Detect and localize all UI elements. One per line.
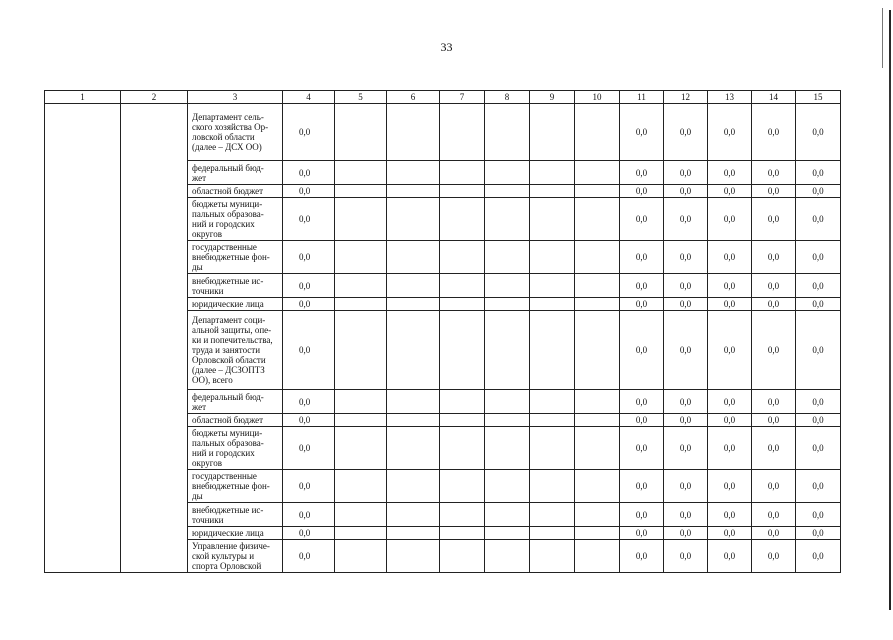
empty-cell-col10 [575, 527, 620, 540]
value-cell-col14: 0,0 [752, 241, 796, 274]
value-cell-col14: 0,0 [752, 198, 796, 241]
empty-cell-col5 [335, 198, 387, 241]
table-row [45, 104, 841, 161]
value-cell-col15: 0,0 [796, 390, 841, 414]
empty-cell-col9 [530, 161, 575, 185]
value-cell-col11: 0,0 [620, 390, 664, 414]
value-cell-col11: 0,0 [620, 540, 664, 573]
value-cell-col15: 0,0 [796, 298, 841, 311]
empty-cell-col8 [485, 185, 530, 198]
value-cell-col12: 0,0 [664, 185, 708, 198]
empty-cell-col8 [485, 198, 530, 241]
empty-cell-col9 [530, 198, 575, 241]
column-header-5: 5 [335, 91, 387, 104]
value-cell-col14: 0,0 [752, 390, 796, 414]
empty-cell-col7 [440, 503, 485, 527]
column-header-1: 1 [45, 91, 121, 104]
empty-cell-col6 [387, 503, 440, 527]
empty-cell-col7 [440, 311, 485, 390]
empty-cell-col5 [335, 470, 387, 503]
empty-cell-col8 [485, 104, 530, 161]
empty-cell-col10 [575, 540, 620, 573]
empty-cell-col10 [575, 198, 620, 241]
value-cell-col15: 0,0 [796, 414, 841, 427]
empty-cell-col10 [575, 104, 620, 161]
value-cell-col12: 0,0 [664, 161, 708, 185]
empty-cell-col5 [335, 298, 387, 311]
value-cell-col15: 0,0 [796, 527, 841, 540]
empty-cell-col8 [485, 427, 530, 470]
empty-cell-col9 [530, 104, 575, 161]
value-cell-col13: 0,0 [708, 185, 752, 198]
empty-cell-col7 [440, 241, 485, 274]
empty-cell-col5 [335, 540, 387, 573]
value-cell-col12: 0,0 [664, 427, 708, 470]
value-cell-col15: 0,0 [796, 311, 841, 390]
column-header-3: 3 [188, 91, 283, 104]
empty-cell-col8 [485, 540, 530, 573]
empty-cell-col7 [440, 161, 485, 185]
empty-cell-col6 [387, 161, 440, 185]
value-cell-col11: 0,0 [620, 503, 664, 527]
row-label: юридические лица [188, 527, 283, 540]
row-label: юридические лица [188, 298, 283, 311]
value-cell-col14: 0,0 [752, 298, 796, 311]
empty-cell-col7 [440, 298, 485, 311]
value-cell-col11: 0,0 [620, 414, 664, 427]
row-label: бюджеты муници- пальных образова- ний и городских округов [188, 427, 283, 470]
column-header-8: 8 [485, 91, 530, 104]
empty-cell-col5 [335, 503, 387, 527]
column-header-12: 12 [664, 91, 708, 104]
empty-cell-col6 [387, 311, 440, 390]
value-cell-col4: 0,0 [283, 298, 335, 311]
column-header-9: 9 [530, 91, 575, 104]
value-cell-col4: 0,0 [283, 198, 335, 241]
row-label: бюджеты муници- пальных образова- ний и городских округов [188, 198, 283, 241]
value-cell-col11: 0,0 [620, 274, 664, 298]
value-cell-col13: 0,0 [708, 527, 752, 540]
value-cell-col13: 0,0 [708, 311, 752, 390]
group-cell-col2 [121, 104, 188, 573]
value-cell-col15: 0,0 [796, 503, 841, 527]
value-cell-col4: 0,0 [283, 390, 335, 414]
column-header-11: 11 [620, 91, 664, 104]
empty-cell-col5 [335, 161, 387, 185]
value-cell-col13: 0,0 [708, 241, 752, 274]
empty-cell-col9 [530, 241, 575, 274]
empty-cell-col8 [485, 390, 530, 414]
empty-cell-col6 [387, 185, 440, 198]
value-cell-col12: 0,0 [664, 198, 708, 241]
empty-cell-col5 [335, 274, 387, 298]
empty-cell-col7 [440, 427, 485, 470]
empty-cell-col7 [440, 274, 485, 298]
value-cell-col4: 0,0 [283, 540, 335, 573]
group-cell-col1 [45, 104, 121, 573]
value-cell-col4: 0,0 [283, 414, 335, 427]
value-cell-col4: 0,0 [283, 527, 335, 540]
empty-cell-col5 [335, 104, 387, 161]
value-cell-col14: 0,0 [752, 185, 796, 198]
empty-cell-col9 [530, 390, 575, 414]
value-cell-col14: 0,0 [752, 104, 796, 161]
value-cell-col11: 0,0 [620, 198, 664, 241]
empty-cell-col5 [335, 311, 387, 390]
value-cell-col12: 0,0 [664, 311, 708, 390]
column-header-6: 6 [387, 91, 440, 104]
empty-cell-col9 [530, 274, 575, 298]
value-cell-col14: 0,0 [752, 470, 796, 503]
empty-cell-col8 [485, 161, 530, 185]
value-cell-col14: 0,0 [752, 503, 796, 527]
value-cell-col15: 0,0 [796, 274, 841, 298]
row-label: Департамент соци- альной защиты, опе- ки и попечительства, труда и занятости Орловской области (далее – ДСЗОПТЗ ОО), всего [188, 311, 283, 390]
empty-cell-col9 [530, 427, 575, 470]
value-cell-col14: 0,0 [752, 274, 796, 298]
empty-cell-col9 [530, 298, 575, 311]
page-number: 33 [440, 40, 453, 54]
value-cell-col11: 0,0 [620, 527, 664, 540]
value-cell-col15: 0,0 [796, 241, 841, 274]
empty-cell-col10 [575, 470, 620, 503]
empty-cell-col9 [530, 470, 575, 503]
value-cell-col12: 0,0 [664, 470, 708, 503]
empty-cell-col7 [440, 390, 485, 414]
value-cell-col12: 0,0 [664, 540, 708, 573]
value-cell-col13: 0,0 [708, 470, 752, 503]
column-number-row [45, 91, 841, 104]
empty-cell-col6 [387, 198, 440, 241]
empty-cell-col7 [440, 470, 485, 503]
empty-cell-col7 [440, 527, 485, 540]
row-label: федеральный бюд- жет [188, 390, 283, 414]
empty-cell-col9 [530, 311, 575, 390]
empty-cell-col5 [335, 185, 387, 198]
value-cell-col11: 0,0 [620, 311, 664, 390]
empty-cell-col10 [575, 185, 620, 198]
empty-cell-col8 [485, 241, 530, 274]
value-cell-col4: 0,0 [283, 274, 335, 298]
value-cell-col15: 0,0 [796, 540, 841, 573]
empty-cell-col5 [335, 427, 387, 470]
empty-cell-col8 [485, 527, 530, 540]
value-cell-col12: 0,0 [664, 503, 708, 527]
empty-cell-col6 [387, 414, 440, 427]
scan-edge-mark [882, 8, 883, 68]
value-cell-col15: 0,0 [796, 427, 841, 470]
empty-cell-col6 [387, 274, 440, 298]
empty-cell-col10 [575, 241, 620, 274]
row-label: внебюджетные ис- точники [188, 274, 283, 298]
value-cell-col13: 0,0 [708, 414, 752, 427]
value-cell-col4: 0,0 [283, 503, 335, 527]
value-cell-col11: 0,0 [620, 161, 664, 185]
empty-cell-col10 [575, 161, 620, 185]
value-cell-col11: 0,0 [620, 470, 664, 503]
value-cell-col4: 0,0 [283, 185, 335, 198]
value-cell-col13: 0,0 [708, 274, 752, 298]
value-cell-col12: 0,0 [664, 414, 708, 427]
column-header-13: 13 [708, 91, 752, 104]
empty-cell-col10 [575, 274, 620, 298]
empty-cell-col8 [485, 503, 530, 527]
empty-cell-col8 [485, 414, 530, 427]
value-cell-col13: 0,0 [708, 540, 752, 573]
value-cell-col13: 0,0 [708, 198, 752, 241]
empty-cell-col7 [440, 104, 485, 161]
empty-cell-col9 [530, 527, 575, 540]
value-cell-col13: 0,0 [708, 390, 752, 414]
empty-cell-col6 [387, 241, 440, 274]
row-label: областной бюджет [188, 185, 283, 198]
empty-cell-col10 [575, 298, 620, 311]
value-cell-col14: 0,0 [752, 527, 796, 540]
empty-cell-col7 [440, 414, 485, 427]
scan-edge-shadow [889, 10, 891, 610]
empty-cell-col5 [335, 414, 387, 427]
row-label: государственные внебюджетные фон- ды [188, 470, 283, 503]
value-cell-col15: 0,0 [796, 104, 841, 161]
column-header-14: 14 [752, 91, 796, 104]
value-cell-col12: 0,0 [664, 241, 708, 274]
empty-cell-col7 [440, 198, 485, 241]
empty-cell-col8 [485, 274, 530, 298]
empty-cell-col6 [387, 298, 440, 311]
empty-cell-col8 [485, 470, 530, 503]
value-cell-col11: 0,0 [620, 185, 664, 198]
column-header-10: 10 [575, 91, 620, 104]
value-cell-col4: 0,0 [283, 104, 335, 161]
empty-cell-col6 [387, 527, 440, 540]
value-cell-col12: 0,0 [664, 104, 708, 161]
empty-cell-col7 [440, 540, 485, 573]
empty-cell-col6 [387, 390, 440, 414]
empty-cell-col10 [575, 414, 620, 427]
row-label: областной бюджет [188, 414, 283, 427]
empty-cell-col10 [575, 311, 620, 390]
row-label: федеральный бюд- жет [188, 161, 283, 185]
empty-cell-col6 [387, 427, 440, 470]
row-label: внебюджетные ис- точники [188, 503, 283, 527]
empty-cell-col9 [530, 414, 575, 427]
empty-cell-col9 [530, 540, 575, 573]
value-cell-col14: 0,0 [752, 540, 796, 573]
value-cell-col11: 0,0 [620, 427, 664, 470]
value-cell-col11: 0,0 [620, 298, 664, 311]
value-cell-col15: 0,0 [796, 161, 841, 185]
column-header-2: 2 [121, 91, 188, 104]
budget-table [44, 90, 841, 573]
value-cell-col11: 0,0 [620, 104, 664, 161]
empty-cell-col8 [485, 311, 530, 390]
empty-cell-col6 [387, 104, 440, 161]
value-cell-col12: 0,0 [664, 527, 708, 540]
value-cell-col12: 0,0 [664, 390, 708, 414]
value-cell-col4: 0,0 [283, 161, 335, 185]
value-cell-col14: 0,0 [752, 161, 796, 185]
value-cell-col15: 0,0 [796, 198, 841, 241]
column-header-15: 15 [796, 91, 841, 104]
value-cell-col4: 0,0 [283, 311, 335, 390]
value-cell-col13: 0,0 [708, 298, 752, 311]
empty-cell-col5 [335, 527, 387, 540]
value-cell-col13: 0,0 [708, 161, 752, 185]
value-cell-col13: 0,0 [708, 503, 752, 527]
value-cell-col13: 0,0 [708, 427, 752, 470]
value-cell-col15: 0,0 [796, 185, 841, 198]
empty-cell-col7 [440, 185, 485, 198]
empty-cell-col10 [575, 390, 620, 414]
value-cell-col14: 0,0 [752, 414, 796, 427]
empty-cell-col6 [387, 540, 440, 573]
value-cell-col13: 0,0 [708, 104, 752, 161]
empty-cell-col10 [575, 427, 620, 470]
row-label: государственные внебюджетные фон- ды [188, 241, 283, 274]
value-cell-col4: 0,0 [283, 470, 335, 503]
empty-cell-col9 [530, 185, 575, 198]
empty-cell-col6 [387, 470, 440, 503]
value-cell-col4: 0,0 [283, 427, 335, 470]
row-label: Департамент сель- ского хозяйства Ор- ловской области (далее – ДСХ ОО) [188, 104, 283, 161]
value-cell-col14: 0,0 [752, 427, 796, 470]
empty-cell-col9 [530, 503, 575, 527]
value-cell-col4: 0,0 [283, 241, 335, 274]
value-cell-col15: 0,0 [796, 470, 841, 503]
empty-cell-col10 [575, 503, 620, 527]
empty-cell-col8 [485, 298, 530, 311]
value-cell-col11: 0,0 [620, 241, 664, 274]
empty-cell-col5 [335, 241, 387, 274]
value-cell-col12: 0,0 [664, 298, 708, 311]
column-header-7: 7 [440, 91, 485, 104]
column-header-4: 4 [283, 91, 335, 104]
value-cell-col14: 0,0 [752, 311, 796, 390]
value-cell-col12: 0,0 [664, 274, 708, 298]
row-label: Управление физиче- ской культуры и спорта Орловской [188, 540, 283, 573]
empty-cell-col5 [335, 390, 387, 414]
